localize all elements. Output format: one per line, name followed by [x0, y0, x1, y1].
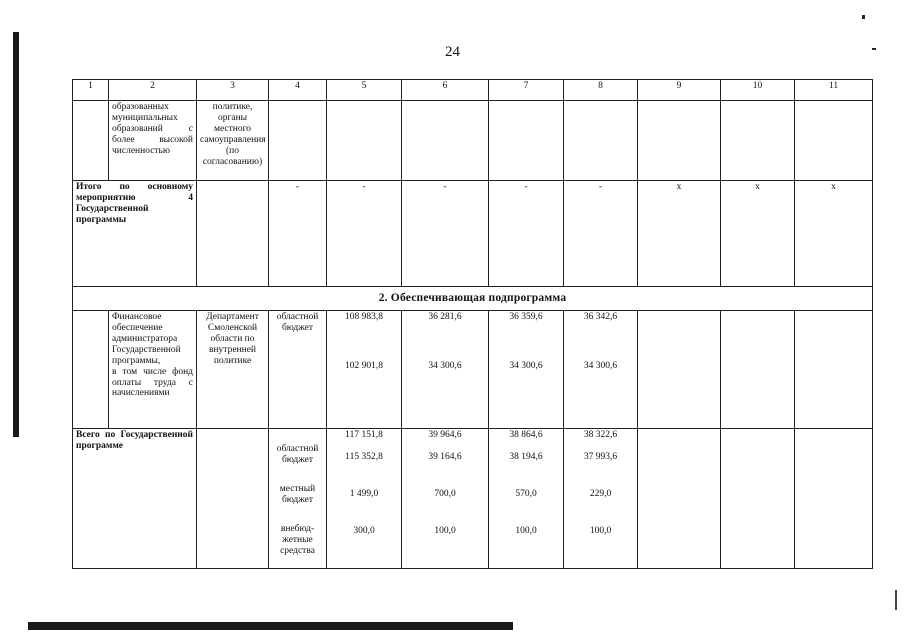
total-cell: - — [489, 181, 564, 287]
amount-cell: 36 281,6 34 300,6 — [402, 311, 489, 429]
total-cell: - — [269, 181, 327, 287]
total-cell: - — [327, 181, 402, 287]
measure-name-main: Финансовое обеспечение администратора Государственной программы, — [112, 312, 181, 366]
column-number: 8 — [564, 80, 638, 101]
grand-total-label: Всего по Государственной программе — [73, 429, 197, 569]
funding-source: областной бюджет — [269, 311, 327, 429]
scan-mark-right — [895, 590, 897, 610]
column-number: 3 — [197, 80, 269, 101]
amount-cell: 36 359,6 34 300,6 — [489, 311, 564, 429]
column-number: 11 — [795, 80, 873, 101]
section-header-row — [73, 287, 873, 311]
executor-name: политике, органы местного самоуправления (по согласованию) — [197, 101, 269, 181]
total-row-measure-4 — [73, 181, 873, 287]
total-cell: - — [564, 181, 638, 287]
funding-sources — [269, 429, 327, 569]
column-number: 7 — [489, 80, 564, 101]
total-label: Итого по основному мероприятию 4 Государственной программы — [73, 181, 197, 287]
grand-total-row — [73, 429, 873, 569]
measure-name: образованных муниципальных образований с более высокой численностью — [109, 101, 197, 181]
financial-support-row — [73, 311, 873, 429]
scan-edge-bottom — [28, 622, 513, 630]
column-number: 4 — [269, 80, 327, 101]
page-number: 24 — [445, 44, 460, 60]
amount-column: 38 322,6 37 993,6 229,0 100,0 — [564, 429, 638, 569]
amount-column: 39 964,6 39 164,6 700,0 100,0 — [402, 429, 489, 569]
source-extra: внебюд-жетные средства — [280, 523, 315, 556]
amount-cell: 36 342,6 34 300,6 — [564, 311, 638, 429]
total-cell: х — [795, 181, 873, 287]
total-cell: - — [402, 181, 489, 287]
column-number-row — [73, 80, 873, 101]
total-cell: х — [721, 181, 795, 287]
column-number: 10 — [721, 80, 795, 101]
column-number: 1 — [73, 80, 109, 101]
executor-name: Департамент Смоленской области по внутренней политике — [197, 311, 269, 429]
total-cell: х — [638, 181, 721, 287]
amount-column: 117 151,8 115 352,8 1 499,0 300,0 — [327, 429, 402, 569]
source-regional: областной бюджет — [276, 444, 319, 465]
column-number: 9 — [638, 80, 721, 101]
amount-column: 38 864,6 38 194,6 570,0 100,0 — [489, 429, 564, 569]
column-number: 2 — [109, 80, 197, 101]
budget-table — [72, 79, 873, 569]
amount-cell: 108 983,8 102 901,8 — [327, 311, 402, 429]
section-title: 2. Обеспечивающая подпрограмма — [73, 287, 873, 311]
scan-edge-left — [13, 32, 19, 437]
source-local: местный бюджет — [279, 483, 316, 505]
column-number: 5 — [327, 80, 402, 101]
column-number: 6 — [402, 80, 489, 101]
measure-name-sub: в том числе фонд оплаты труда с начислениями — [112, 366, 193, 399]
measure-name — [109, 311, 197, 429]
scan-speck — [862, 15, 865, 19]
continued-row — [73, 101, 873, 181]
